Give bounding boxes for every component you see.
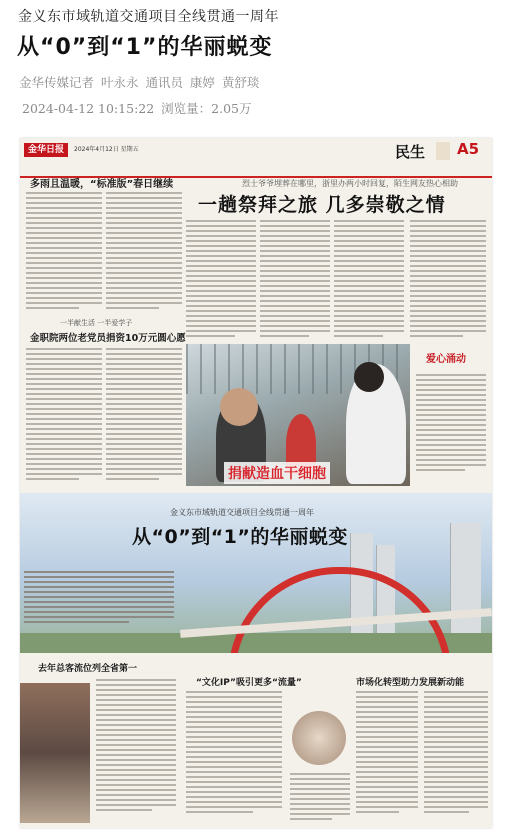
red-arch-bridge — [228, 567, 452, 653]
section-qr-icon — [436, 142, 450, 160]
main-story-body-b — [260, 220, 330, 340]
side-story-body — [416, 374, 486, 474]
side-story-title: 爱心涌动 — [426, 354, 466, 365]
left-mid-title: 金职院两位老党员捐资10万元圆心愿 — [30, 333, 186, 344]
article-meta — [22, 99, 255, 117]
lantern-photo — [292, 711, 346, 765]
article-title: 从“0”到“1”的华丽蜕变 — [17, 35, 273, 60]
feature-sub3-title: 市场化转型助力发展新动能 — [356, 678, 465, 688]
feature-col-1 — [96, 679, 176, 814]
feature-col-4 — [356, 691, 418, 816]
photo-banner: 捐献造血干细胞 — [224, 462, 330, 484]
main-story-kicker: 烈士爷爷埋葬在哪里，浙里办两小时回复，陌生网友热心相助 — [242, 179, 458, 188]
feature-col-5 — [424, 691, 488, 816]
feature-lead — [24, 571, 174, 626]
feature-section — [20, 493, 492, 828]
feature-title: 从“0”到“1”的华丽蜕变 — [132, 526, 348, 548]
section-name: 民生 — [395, 143, 426, 161]
main-story-body-d — [410, 220, 486, 340]
left-story-body-a — [26, 192, 102, 312]
article-byline: 金华传媒记者 叶永永 通讯员 康婷 黄舒琰 — [19, 75, 260, 90]
feature-sub2-title: “文化IP”吸引更多“流量” — [196, 678, 302, 688]
view-count: 浏览量：2.05万 — [161, 101, 252, 116]
newspaper-logo: 金华日报 — [24, 143, 68, 157]
newspaper-page-image[interactable] — [20, 138, 492, 828]
main-story-title: 一趟祭拜之旅 几多崇敬之情 — [198, 194, 446, 216]
left-story-body-b — [106, 192, 182, 312]
newspaper-masthead — [20, 138, 492, 178]
feature-col-3 — [290, 773, 350, 823]
blood-donation-photo — [186, 344, 410, 486]
feature-kicker: 金义东市域轨道交通项目全线贯通一周年 — [170, 508, 314, 517]
left-mid-body-a — [26, 348, 102, 483]
station-photo — [20, 683, 90, 823]
feature-sub1-title: 去年总客流位列全省第一 — [38, 664, 138, 674]
main-story-body-a — [186, 220, 256, 340]
page-number: A5 — [457, 140, 480, 158]
feature-col-2 — [186, 691, 282, 816]
left-mid-kicker: 一半献生活 一半爱学子 — [60, 319, 133, 327]
newspaper-date: 2024年4月12日 星期五 — [74, 146, 139, 153]
left-mid-body-b — [106, 348, 182, 483]
article-header — [0, 0, 515, 130]
main-story-body-c — [334, 220, 404, 340]
left-story-title: 多雨且温暖，“标准版”春日继续 — [30, 179, 174, 190]
article-overline: 金义东市域轨道交通项目全线贯通一周年 — [18, 9, 279, 25]
publish-time: 2024-04-12 10:15:22 — [22, 101, 155, 116]
